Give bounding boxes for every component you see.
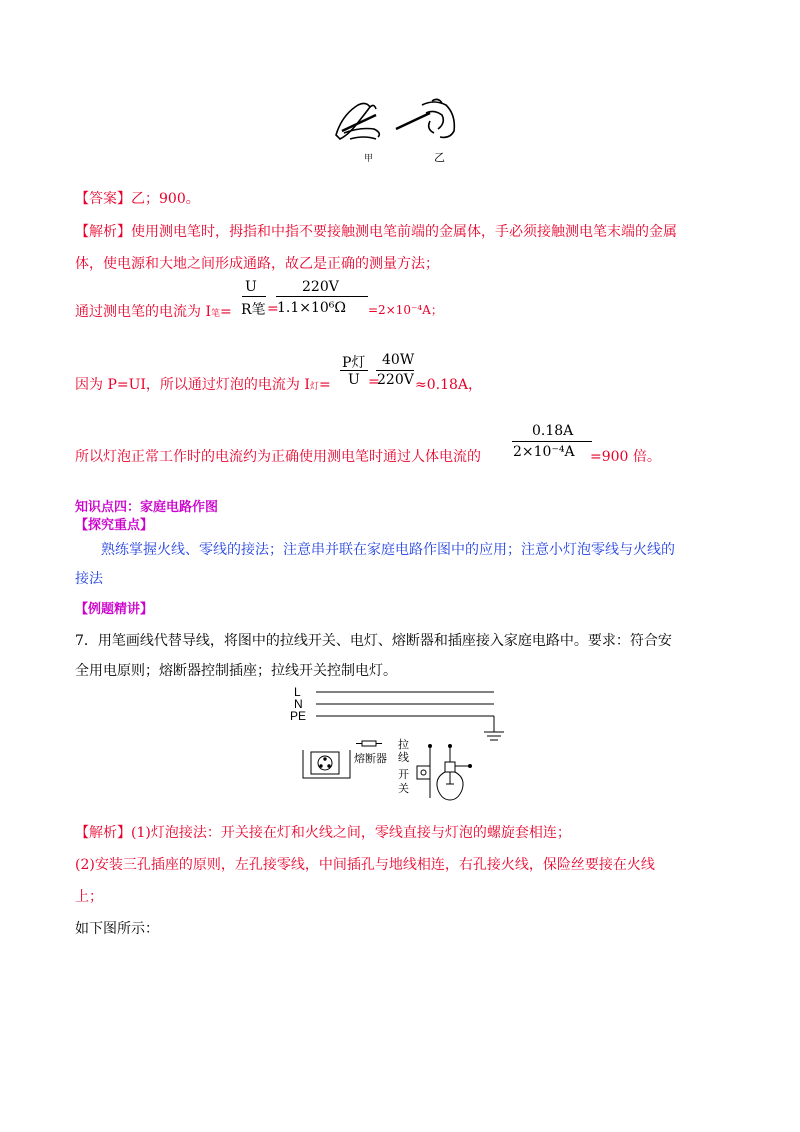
fraction-5-denominator: 2×10⁻⁴A — [513, 444, 575, 460]
focus-line-2: 接法 — [75, 571, 103, 587]
fraction-4-numerator: 40W — [382, 352, 415, 368]
fraction-3-denominator: U — [348, 372, 360, 388]
analysis2-line-3: 上； — [75, 889, 103, 905]
ratio-result: =900 倍。 — [590, 449, 661, 465]
ratio-prefix: 所以灯泡正常工作时的电流约为正确使用测电笔时通过人体电流的 — [75, 449, 481, 465]
test-pen-figure — [330, 95, 470, 165]
analysis2-line-4: 如下图所示： — [75, 921, 159, 937]
circuit-diagram — [290, 682, 510, 804]
label-N: N — [294, 697, 303, 711]
analysis-tag: 【解析】 — [75, 224, 131, 240]
equals-sign-4: = — [368, 374, 380, 390]
fraction-4-bar — [376, 370, 414, 371]
analysis-line-2: 体，使电源和大地之间形成通路，故乙是正确的测量方法； — [75, 256, 439, 272]
switch-char-2: 线 — [398, 752, 409, 764]
fraction-1-denominator: R笔 — [241, 302, 266, 318]
fraction-4-denominator: 220V — [377, 372, 414, 388]
analysis2-text-1: (1)灯泡接法：开关接在灯和火线之间，零线直接与灯泡的螺旋套相连； — [131, 825, 571, 841]
lamp-current-text: 因为 P=UI，所以通过灯泡的电流为 I — [75, 377, 310, 393]
analysis2-line-2: (2)安装三孔插座的原则，左孔接零线，中间插孔与地线相连，右孔接火线，保险丝要接在火线 — [75, 857, 655, 873]
answer-text: 乙；900。 — [131, 191, 200, 207]
equals-sign: = — [220, 304, 232, 320]
switch-char-3: 开 — [398, 769, 409, 781]
answer-line — [75, 188, 200, 208]
analysis-text-1: 使用测电笔时，拇指和中指不要接触测电笔前端的金属体，手必须接触测电笔末端的金属 — [131, 224, 677, 240]
pen-current-text: 通过测电笔的电流为 I — [75, 304, 211, 320]
fraction-1-bar — [242, 296, 266, 297]
fraction-3-bar — [340, 370, 368, 371]
label-PE: PE — [290, 709, 307, 723]
focus-tag: 【探究重点】 — [75, 518, 154, 533]
fuse-label: 熔断器 — [354, 753, 387, 765]
analysis2-line-1 — [75, 822, 571, 842]
equals-sign-2: = — [267, 301, 279, 317]
pen-current-sub: 笔 — [210, 309, 220, 319]
analysis2-tag: 【解析】 — [75, 825, 131, 841]
switch-char-4: 关 — [398, 783, 409, 795]
label-jia: 甲 — [364, 153, 374, 163]
focus-line-1: 熟练掌握火线、零线的接法；注意串并联在家庭电路作图中的应用；注意小灯泡零线与火线的 — [101, 542, 675, 558]
fraction-5-bar — [512, 441, 592, 442]
label-L: L — [294, 685, 301, 699]
question-line-2: 全用电原则；熔断器控制插座；拉线开关控制电灯。 — [75, 663, 397, 679]
pen-current-prefix — [75, 301, 232, 321]
fraction-5-numerator: 0.18A — [532, 423, 574, 439]
answer-tag: 【答案】 — [75, 191, 131, 207]
analysis-line-1 — [75, 221, 677, 241]
equals-sign-3: = — [318, 377, 331, 393]
lamp-current-result: ≈0.18A， — [415, 377, 483, 393]
label-yi: 乙 — [434, 152, 445, 164]
switch-char-1: 拉 — [398, 739, 409, 751]
fraction-1-numerator: U — [245, 279, 257, 295]
lamp-current-sub: 灯 — [309, 382, 319, 392]
fraction-3-numerator: P灯 — [342, 355, 366, 371]
section-title: 知识点四：家庭电路作图 — [75, 500, 219, 515]
fraction-2-denominator: 1.1×10⁶Ω — [277, 300, 347, 316]
question-line-1: 7．用笔画线代替导线，将图中的拉线开关、电灯、熔断器和插座接入家庭电路中。要求：符合安 — [75, 633, 672, 649]
example-tag: 【例题精讲】 — [75, 602, 154, 617]
fraction-2-bar — [276, 296, 368, 297]
fraction-2-numerator: 220V — [302, 279, 339, 295]
lamp-current-prefix — [75, 374, 331, 394]
pen-current-result: =2×10⁻⁴A； — [368, 303, 443, 317]
